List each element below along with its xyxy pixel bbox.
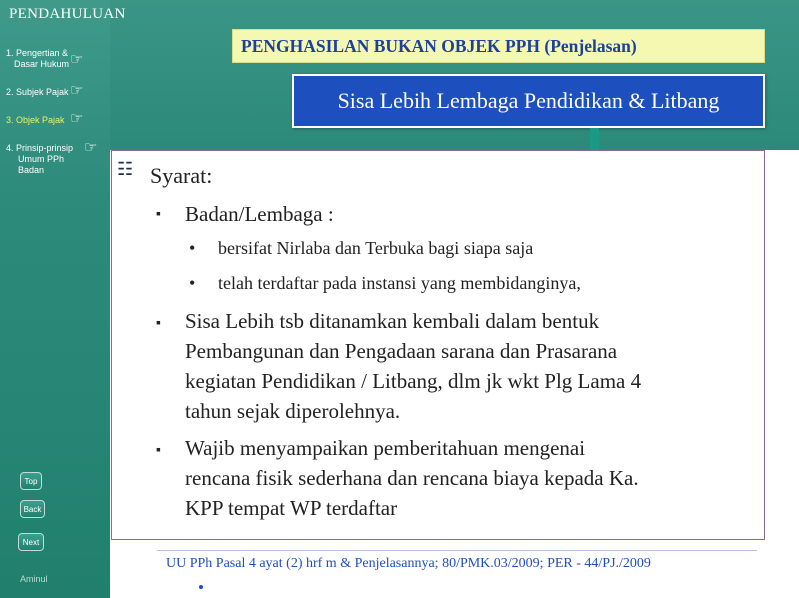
round-bullet-icon: •	[189, 273, 196, 293]
square-bullet-icon: ▪	[156, 207, 161, 222]
footnote: UU PPh Pasal 4 ayat (2) hrf m & Penjelasannya; 80/PMK.03/2009; PER - 44/PJ./2009	[166, 556, 651, 571]
bullet-syarat: Syarat:	[150, 163, 213, 188]
back-button[interactable]: Back	[20, 500, 45, 518]
pointing-hand-icon[interactable]: ☞	[84, 140, 98, 156]
sidebar-item-pengertian[interactable]	[6, 48, 69, 70]
author-label: Aminul	[20, 574, 48, 584]
square-bullet-icon: ▪	[156, 443, 161, 458]
text-line: Wajib menyampaikan pemberitahuan mengenai	[185, 436, 586, 460]
slide-title-box	[232, 29, 765, 63]
sidebar-item-label: Umum PPh	[18, 154, 65, 164]
square-bullet-icon: ▪	[156, 316, 161, 331]
bullet-wajib	[185, 433, 639, 523]
slide-title: PENGHASILAN BUKAN OBJEK PPH (Penjelasan)	[241, 36, 637, 56]
bullet-icon: ☷	[117, 159, 134, 179]
bullet-nirlaba: bersifat Nirlaba dan Terbuka bagi siapa saja	[218, 238, 534, 258]
app-title: PENDAHULUAN	[9, 6, 126, 22]
sidebar-item-label: Dasar Hukum	[14, 59, 70, 69]
pointing-hand-icon[interactable]: ☞	[70, 111, 84, 127]
text-line: Pembangunan dan Pengadaan sarana dan Prasarana	[185, 339, 618, 363]
dot-marker	[199, 585, 203, 589]
text-line: tahun sejak diperolehnya.	[185, 399, 401, 423]
text-line: Sisa Lebih tsb ditanamkan kembali dalam bentuk	[185, 309, 600, 333]
sidebar-item-label: 2. Subjek Pajak	[6, 87, 69, 97]
top-button[interactable]: Top	[20, 472, 42, 490]
bullet-sisa-lebih	[185, 306, 641, 426]
bullet-badan: Badan/Lembaga :	[185, 202, 334, 226]
subtitle-banner	[292, 74, 765, 128]
sidebar-item-label: 4. Prinsip-prinsip	[6, 143, 74, 153]
bullet-terdaftar: telah terdaftar pada instansi yang membidanginya,	[218, 273, 581, 293]
subtitle-text: Sisa Lebih Lembaga Pendidikan & Litbang	[337, 88, 720, 113]
sidebar-item-label: 1. Pengertian &	[6, 48, 69, 58]
sidebar-item-prinsip[interactable]	[6, 143, 73, 176]
sidebar-item-subjek-pajak[interactable]	[6, 87, 69, 98]
sidebar-item-objek-pajak[interactable]	[6, 115, 65, 126]
pointing-hand-icon[interactable]: ☞	[70, 83, 84, 99]
text-line: KPP tempat WP terdaftar	[185, 496, 398, 520]
next-button[interactable]: Next	[18, 533, 44, 551]
sidebar-item-label: 3. Objek Pajak	[6, 115, 65, 125]
pointing-hand-icon[interactable]: ☞	[70, 52, 84, 68]
footnote-divider	[157, 550, 757, 551]
round-bullet-icon: •	[189, 238, 196, 258]
text-line: rencana fisik sederhana dan rencana biaya kepada Ka.	[185, 466, 639, 490]
sidebar-item-label: Badan	[18, 165, 45, 175]
text-line: kegiatan Pendidikan / Litbang, dlm jk wkt Plg Lama 4	[185, 369, 642, 393]
